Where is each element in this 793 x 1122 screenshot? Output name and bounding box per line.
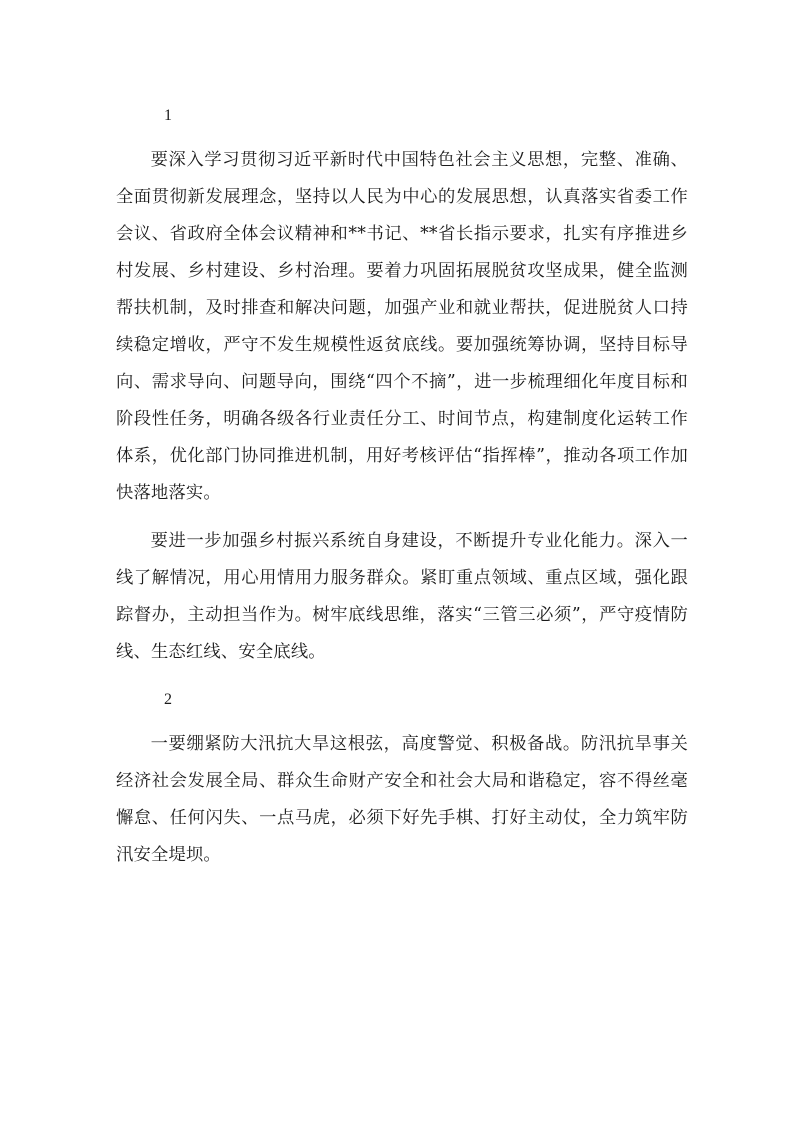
section-number-2: 2 [164,691,172,708]
paragraph-2: 要进一步加强乡村振兴系统自身建设，不断提升专业化能力。深入一线了解情况，用心用情用力服务群众。紧盯重点领域、重点区域，强化跟踪督办，主动担当作为。树牢底线思维，落实“三管三必须”，严守疫情防线、生态红线、安全底线。 [116,531,688,662]
section-number-1: 1 [164,107,172,124]
paragraph-1: 要深入学习贯彻习近平新时代中国特色社会主义思想，完整、准确、全面贯彻新发展理念，坚持以人民为中心的发展思想，认真落实省委工作会议、省政府全体会议精神和**书记、**省长指示要求，扎实有序推进乡村发展、乡村建设、乡村治理。要着力巩固拓展脱贫攻坚成果，健全监测帮扶机制，及时排查和解决问题，加强产业和就业帮扶，促进脱贫人口持续稳定增收，严守不发生规模性返贫底线。要加强统筹协调，坚持目标导向、需求导向、问题导向，围绕“四个不摘”，进一步梳理细化年度目标和阶段性任务，明确各级各行业责任分工、时间节点，构建制度化运转工作体系，优化部门协同推进机制，用好考核评估“指挥棒”，推动各项工作加快落地落实。 [116,150,688,503]
paragraph-3: 一要绷紧防大汛抗大旱这根弦，高度警觉、积极备战。防汛抗旱事关经济社会发展全局、群众生命财产安全和社会大局和谐稳定，容不得丝毫懈怠、任何闪失、一点马虎，必须下好先手棋、打好主动仗，全力筑牢防汛安全堤坝。 [116,734,688,865]
document-page [116,98,688,874]
